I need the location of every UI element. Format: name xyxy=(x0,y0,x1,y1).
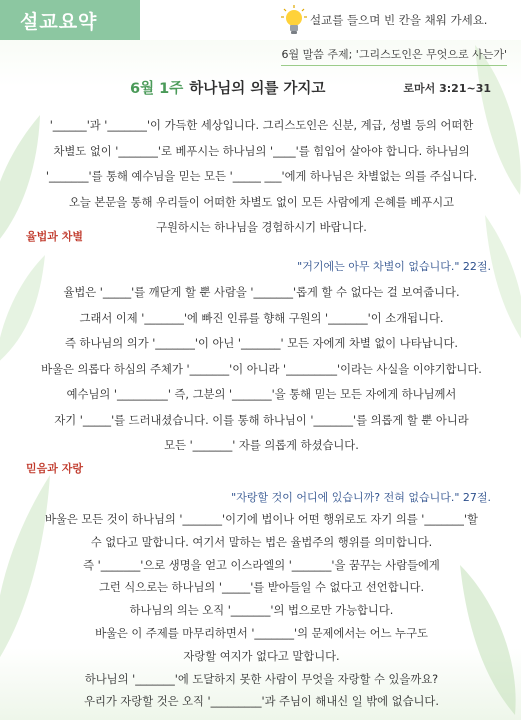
header-bar xyxy=(0,0,521,40)
intro-line: '_______'를 통해 예수님을 믿는 모든 '_____ ___'에게 하나님은 차별없는 의를 주십니다. xyxy=(45,170,478,183)
section-line: 모든 '_______' 자를 의롭게 하셨습니다. xyxy=(164,439,359,452)
section-line: 우리가 자랑할 것은 오직 '_________'과 주님이 해내신 일 밖에 없습니다. xyxy=(84,695,439,709)
section-line: 그런 식으로는 하나님의 '_____'를 받아들일 수 없다고 선언합니다. xyxy=(98,581,425,595)
section-paragraph-law xyxy=(24,280,499,459)
section-line: 율법은 '_____'를 깨닫게 할 뿐 사람을 '_______'롭게 할 수 없다는 걸 보여줍니다. xyxy=(63,286,460,299)
scripture-reference: 로마서 3:21~31 xyxy=(403,82,491,95)
sermon-title-row xyxy=(0,77,521,99)
sermon-title xyxy=(130,77,325,98)
intro-paragraph xyxy=(24,113,499,241)
series-theme: 6월 말씀 주제; '그리스도인은 무엇으로 사는가' xyxy=(281,46,507,66)
sermon-title-text: 하나님의 의를 가지고 xyxy=(189,81,326,97)
section-line: 바울은 모든 것이 하나님의 '_______'이기에 법이나 어떤 행위로도 자기 의를 '_______'할 xyxy=(45,513,478,526)
header-title: 설교요약 xyxy=(20,10,98,33)
section-quote-faith: "자랑할 것이 어디에 있습니까? 전혀 없습니다." 27절. xyxy=(231,491,491,504)
section-line: 수 없다고 말합니다. 여기서 말하는 법은 율법주의 행위를 의미합니다. xyxy=(90,535,433,549)
lightbulb-icon xyxy=(281,5,307,37)
section-line: 자랑할 여지가 없다고 말합니다. xyxy=(183,649,340,663)
section-line: 하나님의 '_______'에 도달하지 못한 사람이 무엇을 자랑할 수 있을까요? xyxy=(84,672,439,686)
section-line: 자기 '_____'를 드러내셨습니다. 이를 통해 하나님이 '_______'를 의롭게 할 뿐 아니라 xyxy=(54,413,469,427)
section-line: 즉 하나님의 의가 '_______'이 아닌 '_______' 모든 자에게 차별 없이 나타납니다. xyxy=(65,337,458,350)
header-badge xyxy=(0,0,140,40)
section-line: 예수님의 '_________' 즉, 그분의 '_______'을 통해 믿는 모든 자에게 하나님께서 xyxy=(66,388,457,401)
section-line: 바울은 이 주제를 마무리하면서 '_______'의 문제에서는 어느 누구도 xyxy=(95,626,428,640)
section-line: 그래서 이제 '_______'에 빠진 인류를 향해 구원의 '_______'이 소개됩니다. xyxy=(79,311,444,325)
section-quote-law: "거기에는 아무 차별이 없습니다." 22절. xyxy=(297,260,491,273)
section-heading-faith: 믿음과 자랑 xyxy=(26,462,83,475)
section-heading-law: 율법과 차별 xyxy=(26,230,83,243)
section-line: 즉 '_______'으로 생명을 얻고 이스라엘의 '_______'을 꿈꾸는 사람들에게 xyxy=(83,558,440,572)
header-instruction: 설교를 들으며 빈 칸을 채워 가세요. xyxy=(310,13,488,27)
intro-line: 차별도 없이 '_______'로 베푸시는 하나님의 '____'를 힘입어 살아야 합니다. 하나님의 xyxy=(53,144,470,158)
intro-line: 구원하시는 하나님을 경험하시기 바랍니다. xyxy=(156,221,367,234)
intro-line: '______'과 '_______'이 가득한 세상입니다. 그리스도인은 신분, 계급, 성별 등의 어떠한 xyxy=(49,119,474,132)
intro-line: 오늘 본문을 통해 우리들이 어떠한 차별도 없이 모든 사람에게 은혜를 베푸시고 xyxy=(68,195,455,209)
section-line: 바울은 의롭다 하심의 주체가 '_______'이 아니라 '_________'이라는 사실을 이야기합니다. xyxy=(41,362,482,376)
section-line: 하나님의 의는 오직 '_______'의 법으로만 가능합니다. xyxy=(129,604,394,618)
sermon-week: 6월 1주 xyxy=(130,81,184,97)
section-paragraph-faith xyxy=(24,509,499,714)
